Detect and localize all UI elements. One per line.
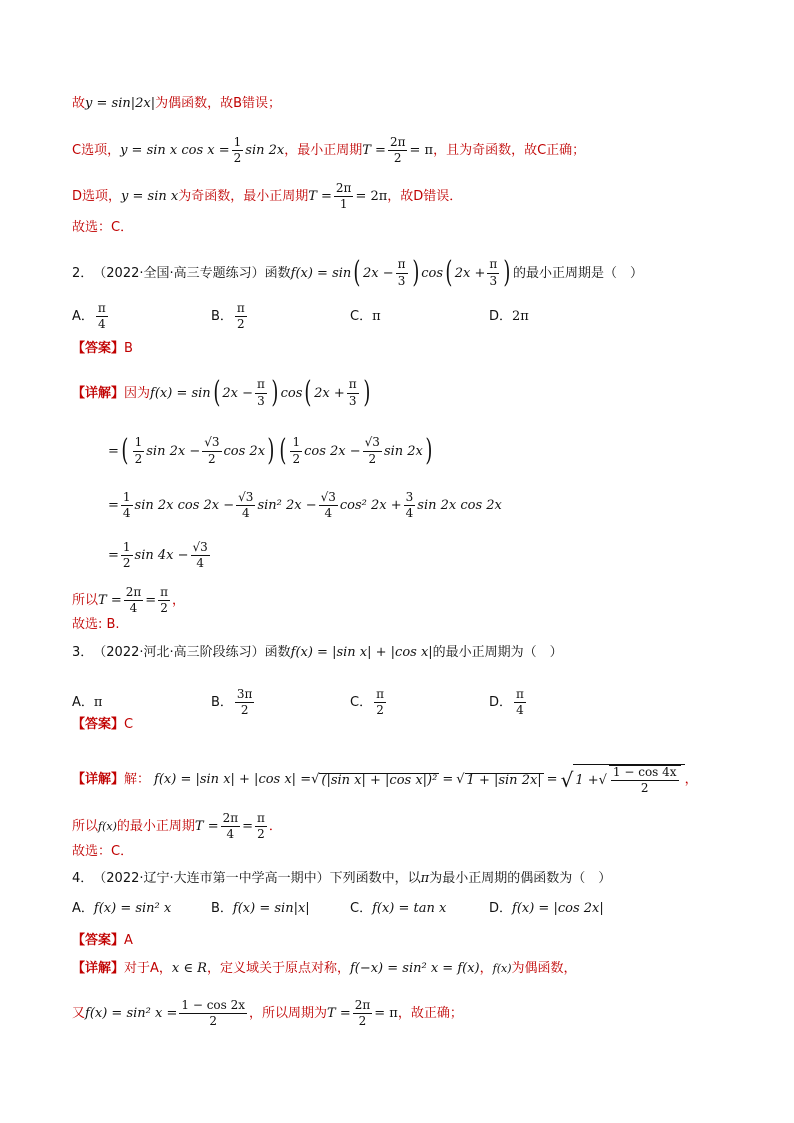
q2-answer	[72, 342, 133, 355]
q3-options	[72, 688, 528, 717]
answer-label: 【答案】	[72, 717, 125, 732]
detail-label: 【详解】	[72, 961, 125, 976]
q2-detail-row3: = $\frac{1}{4}$ sin 2x cos 2x − $\frac{√3}{4}$ sin² 2x − $\frac{√3}{4}$ cos² 2x + $\frac{3}{4}$ sin 2x cos 2x	[108, 490, 502, 521]
math-expr: cos	[421, 265, 444, 281]
option-b[interactable]: B． $\frac{\pi}{2}$	[211, 301, 245, 332]
math-expr: = π	[409, 143, 434, 159]
math-expr: 2x +	[454, 265, 486, 281]
option-d[interactable]: D． $\frac{\pi}{4}$	[489, 687, 524, 718]
option-a[interactable]: A． f(x) = sin² x	[72, 901, 172, 916]
option-a[interactable]: A． π	[72, 695, 103, 711]
answer-label: 【答案】	[72, 341, 125, 356]
option-d[interactable]: D． f(x) = |cos 2x|	[489, 901, 604, 916]
math-expr: T =	[362, 143, 386, 159]
question-number: 4．	[72, 871, 94, 886]
option-b[interactable]: B． $\frac{3\pi}{2}$	[211, 687, 253, 718]
text: 为偶函数，故B错误；	[155, 96, 282, 111]
line-c-option	[72, 136, 585, 165]
option-c[interactable]: C． f(x) = tan x	[350, 901, 447, 916]
question-4: 4． （2022·辽宁·大连市第一中学高一期中）下列函数中，以 π 为最小正周期的偶函数为（ ）	[72, 871, 612, 886]
fraction: $\frac{2\pi}{1}$	[335, 181, 352, 212]
question-2: 2． （2022·全国·高三专题练习）函数 f(x) = sin ( 2x − $\frac{\pi}{3}$ ) cos ( 2x + $\frac{\pi}{3}$ ) 的最小正周期是（ ）	[72, 255, 644, 290]
answer-label: 【答案】	[72, 933, 125, 948]
text: D选项，	[72, 189, 122, 205]
fraction: $\frac{\pi}{3}$	[489, 257, 498, 288]
option-c[interactable]: C． π	[350, 309, 381, 325]
option-a[interactable]: A． $\frac{\pi}{4}$	[72, 301, 106, 332]
math-expr: = 2π	[355, 189, 388, 205]
question-number: 2．	[72, 265, 94, 281]
option-d[interactable]: D． 2π	[489, 309, 529, 325]
math-expr: f(x) = sin	[290, 265, 352, 281]
question-3: 3． （2022·河北·高三阶段练习）函数 f(x) = |sin x| + |cos x| 的最小正周期为（ ）	[72, 645, 563, 660]
q3-answer	[72, 718, 133, 731]
q3-detail-row2: 所以 f(x) 的最小正周期 T = $\frac{2\pi}{4}$ = $\frac{\pi}{2}$ ．	[72, 811, 282, 842]
option-b[interactable]: B． f(x) = sin|x|	[211, 901, 310, 916]
detail-label: 【详解】	[72, 385, 125, 401]
question-number: 3．	[72, 645, 94, 660]
math-expr: f(x) = sin	[150, 385, 211, 401]
q4-answer	[72, 934, 133, 947]
text: 为奇函数，最小正周期	[178, 189, 309, 205]
fraction: $\frac{1}{2}$	[233, 135, 242, 166]
q2-detail-row1: 【详解】 因为 f(x) = sin ( 2x − $\frac{\pi}{3}$ ) cos ( 2x + $\frac{\pi}{3}$ )	[72, 375, 371, 410]
fraction: $\frac{2\pi}{2}$	[389, 135, 406, 166]
text: ，最小正周期	[284, 143, 363, 159]
text: 故	[72, 96, 86, 111]
question-source: （2022·河北·高三阶段练习）函数	[93, 645, 291, 660]
text: C选项，	[72, 143, 121, 159]
answer-value: B	[124, 341, 133, 356]
q2-options	[72, 302, 529, 331]
math-expr: y = sin|2x|	[85, 96, 156, 111]
line-b-conclusion	[72, 97, 281, 110]
q3-choice: 故选：C．	[72, 844, 134, 859]
detail-label: 【详解】	[72, 772, 125, 788]
question-source: （2022·辽宁·大连市第一中学高一期中）下列函数中，以	[93, 871, 421, 886]
math-expr: 2x −	[363, 265, 394, 281]
math-expr: T =	[308, 189, 332, 205]
text: 的最小正周期是（ ）	[513, 265, 644, 281]
q4-detail-row2: 又 f(x) = sin² x = $\frac{1 - \cos 2x}{2}$ ，所以周期为 T = $\frac{2\pi}{2}$ = π ，故正确；	[72, 998, 463, 1029]
q2-detail-row4: = $\frac{1}{2}$ sin 4x − $\frac{√3}{4}$	[108, 540, 208, 571]
text: 因为	[124, 385, 151, 401]
q2-detail-row2: = ( $\frac{1}{2}$ sin 2x − $\frac{√3}{2}$ cos 2x ) ( $\frac{1}{2}$ cos 2x − $\frac{√3}{2}$ sin 2x )	[108, 433, 433, 468]
text: ，且为奇函数，故C正确；	[433, 143, 586, 159]
q4-options	[72, 902, 604, 915]
math-expr: sin 2x	[245, 143, 285, 159]
math-expr: y = sin x cos x =	[120, 143, 230, 159]
choice-line: 故选：C．	[72, 220, 134, 235]
question-source: （2022·全国·高三专题练习）函数	[93, 265, 291, 281]
q4-detail-row1: 【详解】 对于A， x ∈ R ，定义域关于原点对称， f(−x) = sin² x = f(x) ， f(x) 为偶函数，	[72, 961, 577, 976]
fraction: $\frac{\pi}{3}$	[397, 257, 406, 288]
q2-choice: 故选: B.	[72, 617, 120, 632]
math-expr: y = sin x	[121, 189, 179, 205]
answer-value: A	[124, 933, 133, 948]
line-d-option	[72, 182, 462, 211]
option-c[interactable]: C． $\frac{\pi}{2}$	[350, 687, 384, 718]
q2-detail-row5: 所以 T = $\frac{2\pi}{4}$ = $\frac{\pi}{2}$ ，	[72, 585, 186, 616]
answer-value: C	[124, 717, 134, 732]
q3-detail-row1: 【详解】 解： f(x) = |sin x| + |cos x| = √ (|sin x| + |cos x|)² = √ 1 + |sin 2x| = √ 1 + √ $\frac{1 - \cos 4x}{2}$ ，	[72, 765, 698, 796]
text: ，故D错误．	[387, 189, 463, 205]
